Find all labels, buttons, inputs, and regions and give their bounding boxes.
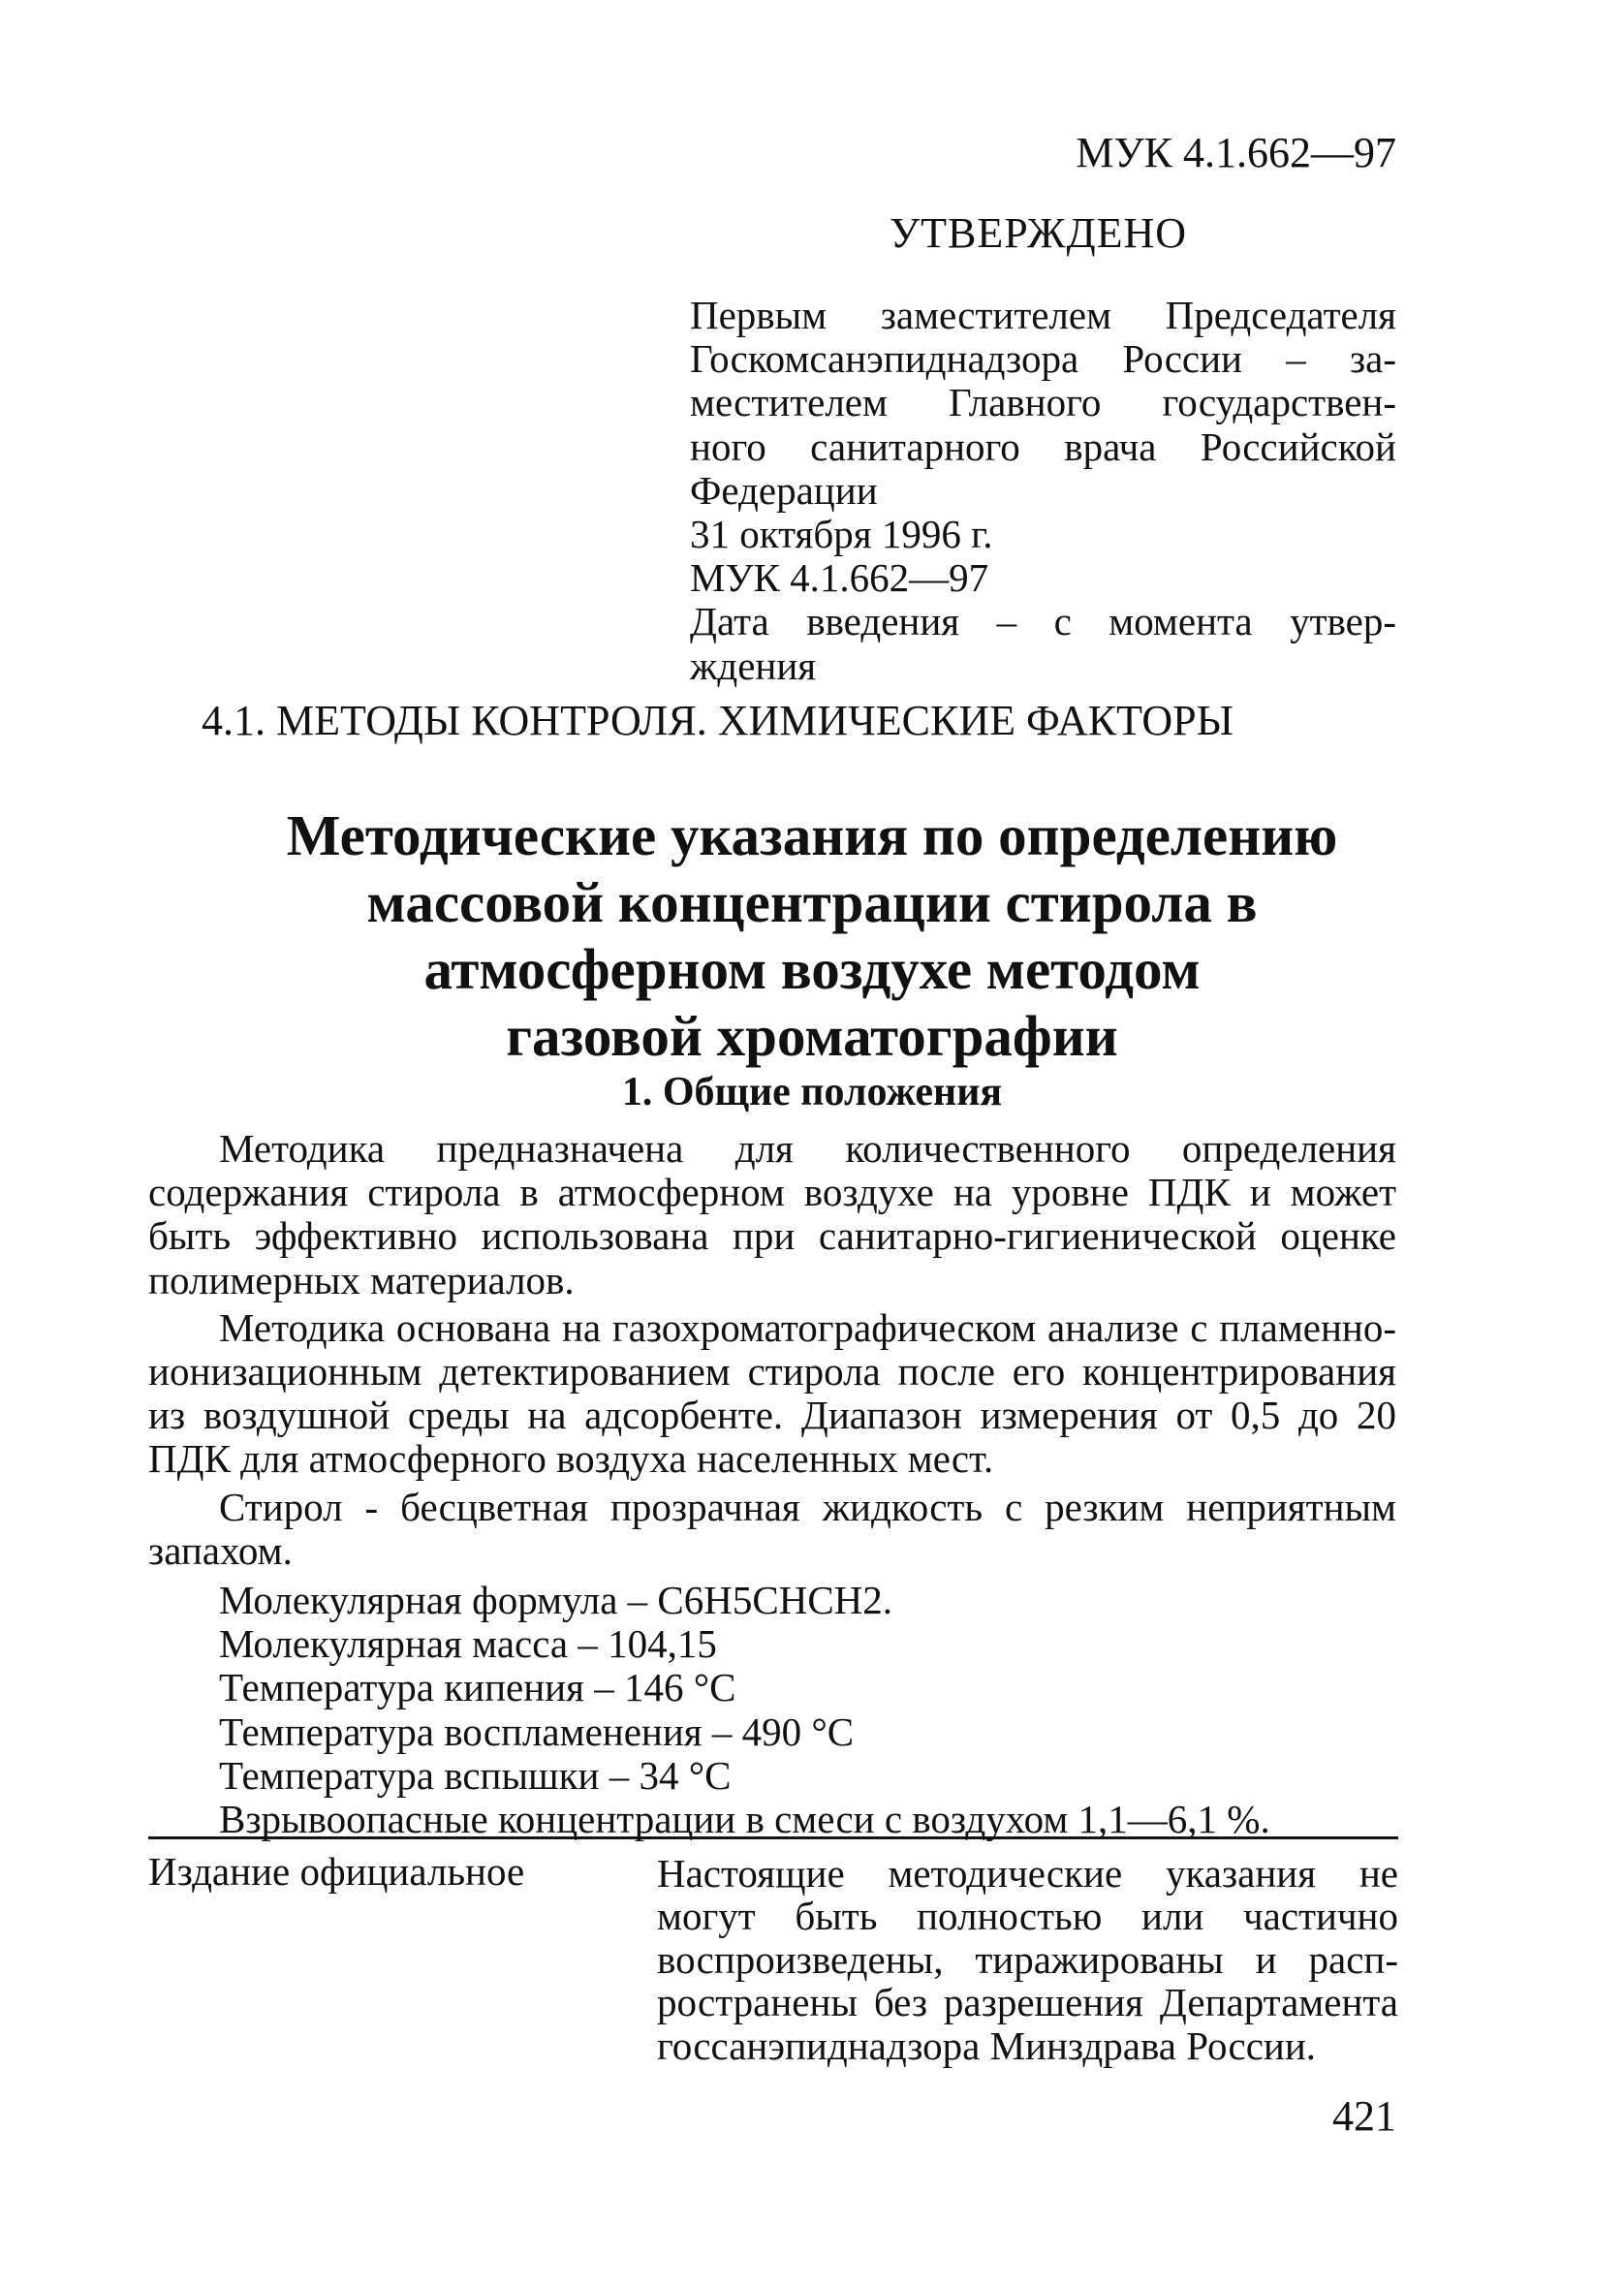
page-number: 421 (1332, 2092, 1396, 2140)
introduction-date: Дата введения – с момента утвер- (690, 599, 1396, 644)
approval-line: местителем Главного государствен- (690, 380, 1396, 425)
notice-line: ространены без разрешения Департамента (657, 1980, 1398, 2025)
approval-block (690, 294, 1396, 688)
notice-line: госсанэпиднадзора Минздрава России. (657, 2022, 1317, 2068)
page-title (145, 802, 1479, 1070)
property-value: 146 °C (623, 1665, 736, 1710)
paragraph: Методика предназначена для количественного определения содержания стирола в атмосферном воздухе на уровне ПДК и может быть эффективно использована при санитарно-гигиенической оценке полимерных материалов. (148, 1126, 1396, 1302)
section-header: 4.1. МЕТОДЫ КОНТРОЛЯ. ХИМИЧЕСКИЕ ФАКТОРЫ (202, 697, 1234, 744)
paragraph: Методика основана на газохроматографическом анализе с пламенно-ионизационным детектированием стирола после его концентрирования из воздушной среды на адсорбенте. Диапазон измерения от 0,5 до 20 ПДК для атмосферного воздуха населенных мест. (148, 1304, 1396, 1482)
property-boiling-point: Температура кипения – 146 °C (219, 1665, 736, 1710)
approval-line: Первым заместителем Председателя (690, 293, 1396, 337)
approval-line: ного санитарного врача Российской (690, 423, 1396, 469)
notice-line: Настоящие методические указания не (657, 1851, 1398, 1896)
property-value: 104,15 (608, 1621, 717, 1667)
approval-line: Федерации (690, 467, 878, 513)
approval-date: 31 октября 1996 г. (690, 512, 993, 557)
title-line: Методические указания по определению (286, 803, 1338, 867)
property-label: Молекулярная масса (219, 1621, 569, 1667)
property-label: Температура кипения (219, 1665, 584, 1710)
document-code: МУК 4.1.662—97 (1076, 129, 1396, 176)
approval-doc-code: МУК 4.1.662—97 (690, 555, 989, 601)
title-line: атмосферном воздухе методом (423, 937, 1201, 1001)
property-value: 490 °C (741, 1709, 855, 1754)
approved-label: УТВЕРЖДЕНО (890, 209, 1188, 257)
property-value: C6H5CHCH2. (657, 1578, 893, 1623)
property-flash-point: Температура вспышки – 34 °C (219, 1752, 732, 1798)
section-subtitle: 1. Общие положения (621, 1070, 1003, 1114)
title-line: газовой хроматографии (506, 1004, 1118, 1068)
footer-divider (148, 1836, 1398, 1839)
title-line: массовой концентрации стирола в (366, 870, 1258, 934)
copyright-notice (657, 1852, 1398, 2067)
body-text (148, 1127, 1396, 1841)
notice-line: могут быть полностью или частично (657, 1894, 1398, 1939)
approval-line: Госкомсанэпиднадзора России – за- (690, 336, 1396, 382)
property-label: Температура воспламенения (219, 1709, 703, 1754)
property-label: Молекулярная формула (219, 1578, 618, 1623)
edition-label: Издание официальное (148, 1849, 525, 1894)
property-molecular-mass: Молекулярная масса – 104,15 (219, 1621, 717, 1667)
paragraph: Стирол - бесцветная прозрачная жидкость с резким неприятным запахом. (148, 1484, 1396, 1573)
introduction-date-continued: ждения (690, 643, 817, 688)
property-molecular-formula: Молекулярная формула – C6H5CHCH2. (219, 1578, 893, 1623)
properties-list (148, 1579, 1396, 1841)
property-value: 34 °C (639, 1752, 732, 1798)
notice-line: воспроизведены, тиражированы и расп- (657, 1936, 1398, 1982)
property-ignition-temperature: Температура воспламенения – 490 °C (219, 1709, 855, 1754)
explosive-concentrations: Взрывоопасные концентрации в смеси с воздухом 1,1—6,1 %. (219, 1797, 1270, 1842)
property-label: Температура вспышки (219, 1752, 600, 1798)
